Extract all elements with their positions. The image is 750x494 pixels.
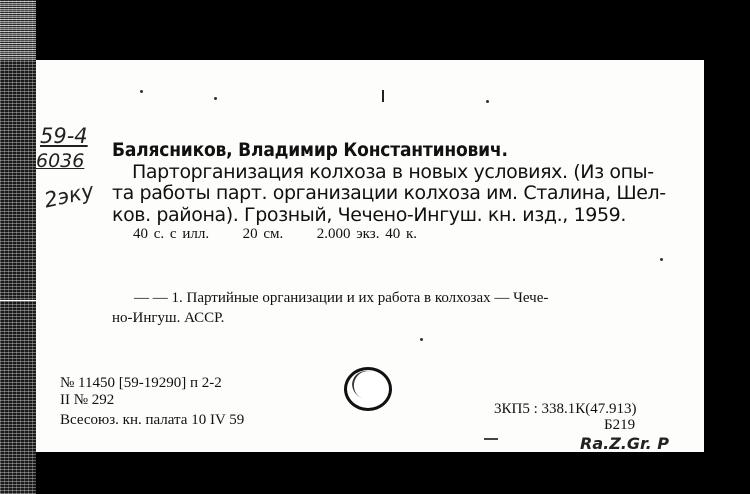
handwritten-shelf-mark: 59-4 [40, 124, 88, 148]
handwritten-note: 2эку [42, 178, 96, 213]
scan-border-left [0, 0, 36, 494]
classification-code: 3КП5 : 338.1К(47.913) [494, 401, 637, 417]
title-line: та работы парт. организации колхоза им. Сталина, Шел- [112, 182, 666, 204]
imprint-line: ков. района). Грозный, Чечено-Ингуш. кн. изд., 1959. [112, 204, 626, 226]
physical-description [133, 226, 417, 243]
subject-heading: — — 1. Партийные организации и их работа в колхозах — Чече- [134, 290, 549, 306]
second-number: II № 292 [60, 392, 115, 408]
ink-dash [484, 438, 498, 440]
stamp-mark: Ra.Z.Gr. Р [580, 434, 669, 453]
index-code: Б219 [604, 417, 636, 433]
scan-border-bottom [36, 452, 750, 494]
scan-line [0, 300, 36, 301]
title-line: Парторганизация колхоза в новых условиях. (Из опы- [132, 161, 654, 183]
ink-dot [660, 258, 663, 261]
ink-dot [486, 100, 489, 103]
publisher-line: Всесоюз. кн. палата 10 IV 59 [60, 412, 245, 428]
size: 20 см. [242, 226, 284, 242]
author-heading: Балясников, Владимир Константинович. [112, 139, 508, 161]
scan-border-right [704, 60, 750, 494]
ink-dot [420, 338, 423, 341]
ink-mark [382, 90, 384, 102]
scan-border-top [36, 0, 750, 60]
ink-dot [214, 97, 217, 100]
record-number: № 11450 [59-19290] п 2-2 [60, 375, 222, 391]
handwritten-shelf-mark: 6036 [36, 150, 85, 172]
ink-dot [140, 90, 143, 93]
subject-heading-continued: но-Ингуш. АССР. [112, 310, 225, 326]
copies-price: 2.000 экз. 40 к. [316, 226, 417, 242]
scan-noise [0, 0, 36, 60]
pages: 40 с. с илл. [133, 226, 210, 242]
